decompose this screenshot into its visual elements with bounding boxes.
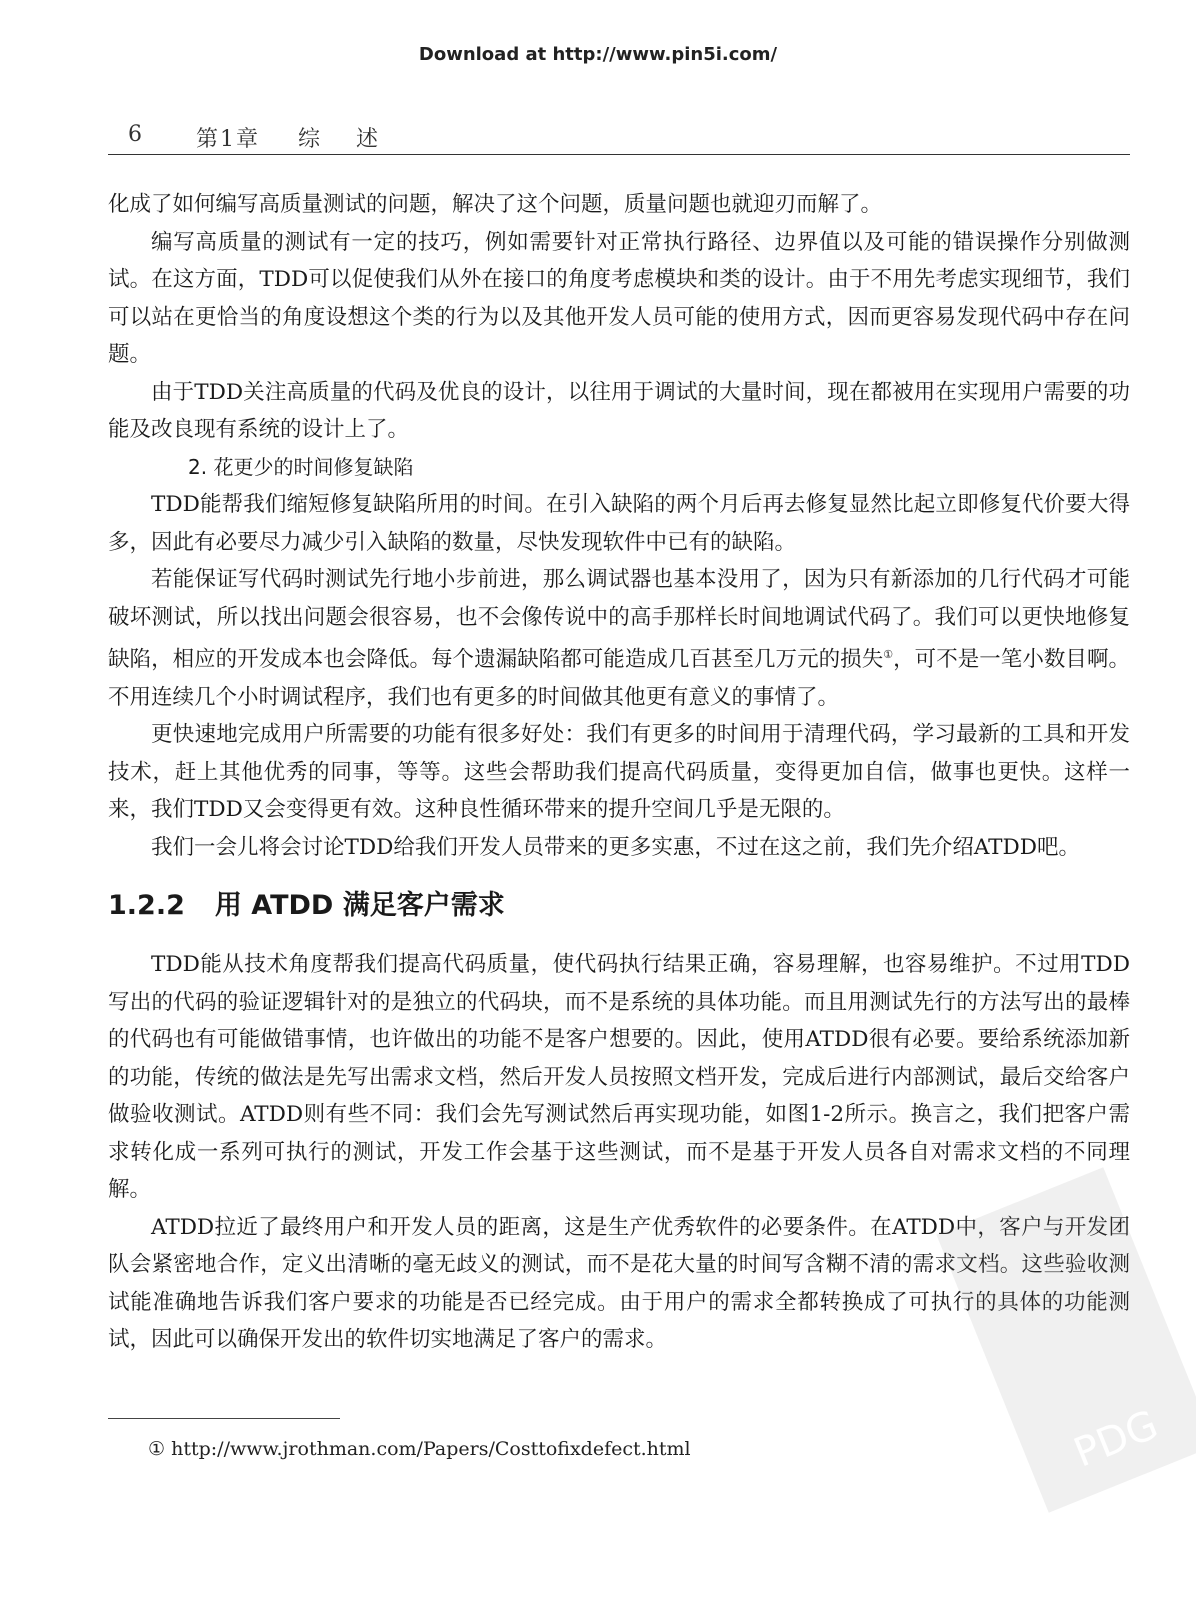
footnote-link[interactable]: http://www.jrothman.com/Papers/Costtofixdefect.html (171, 1438, 691, 1460)
section-title: 用 ATDD 满足客户需求 (214, 890, 505, 922)
paragraph-text: 若能保证写代码时测试先行地小步前进，那么调试器也基本没用了，因为只有新添加的几行代码才可能破坏测试，所以找出问题会很容易，也不会像传说中的高手那样长时间地调试代码了。我们可以更快地修复缺陷，相应的开发成本也会降低。每个遗漏缺陷都可能造成几百甚至几万元的损失 (108, 567, 1130, 673)
paragraph: 化成了如何编写高质量测试的问题，解决了这个问题，质量问题也就迎刃而解了。 (108, 192, 883, 217)
paragraph: TDD能帮我们缩短修复缺陷所用的时间。在引入缺陷的两个月后再去修复显然比起立即修复代价要大得多，因此有必要尽力减少引入缺陷的数量，尽快发现软件中已有的缺陷。 (108, 492, 1130, 555)
page-header (108, 118, 1130, 155)
footnote-divider (108, 1418, 340, 1419)
paragraph: 由于TDD关注高质量的代码及优良的设计，以往用于调试的大量时间，现在都被用在实现用户需要的功能及改良现有系统的设计上了。 (108, 379, 1130, 442)
paragraph: TDD能从技术角度帮我们提高代码质量，使代码执行结果正确，容易理解，也容易维护。不过用TDD写出的代码的验证逻辑针对的是独立的代码块，而不是系统的具体功能。而且用测试先行的方法写出的最棒的代码也有可能做错事情，也许做出的功能不是客户想要的。因此，使用ATDD很有必要。要给系统添加新的功能，传统的做法是先写出需求文档，然后开发人员按照文档开发，完成后进行内部测试，最后交给客户做验收测试。ATDD则有些不同：我们会先写测试然后再实现功能，如图1-2所示。换言之，我们把客户需求转化成一系列可执行的测试，开发工作会基于这些测试，而不是基于开发人员各自对需求文档的不同理解。 (108, 952, 1130, 1203)
paragraph: 我们一会儿将会讨论TDD给我们开发人员带来的更多实惠，不过在这之前，我们先介绍ATDD吧。 (151, 834, 1080, 860)
footnote-marker: ① (148, 1438, 166, 1460)
chapter-label: 第1章 (196, 127, 260, 152)
watermark-text: PDG (1067, 1401, 1165, 1477)
page-body (108, 186, 1130, 1359)
paragraph: ATDD拉近了最终用户和开发人员的距离，这是生产优秀软件的必要条件。在ATDD中，客户与开发团队会紧密地合作，定义出清晰的毫无歧义的测试，而不是花大量的时间写含糊不清的需求文档。这些验收测试能准确地告诉我们客户要求的功能是否已经完成。由于用户的需求全都转换成了可执行的具体的功能测试，因此可以确保开发出的软件切实地满足了客户的需求。 (108, 1214, 1130, 1353)
section-heading (108, 884, 1130, 928)
page-number: 6 (128, 122, 142, 147)
section-number: 1.2.2 (108, 890, 185, 922)
footnote-ref[interactable]: ① (883, 648, 894, 661)
paragraph-text: ，可不是一笔小数目啊。不用连续几个小时调试程序，我们也有更多的时间做其他更有意义的事情了。 (108, 647, 1130, 710)
chapter-title: 综述 (298, 127, 415, 152)
paragraph: 更快速地完成用户所需要的功能有很多好处：我们有更多的时间用于清理代码，学习最新的工具和开发技术，赶上其他优秀的同事，等等。这些会帮助我们提高代码质量，变得更加自信，做事也更快。这样一来，我们TDD又会变得更有效。这种良性循环带来的提升空间几乎是无限的。 (108, 722, 1130, 823)
subheading: 2. 花更少的时间修复缺陷 (188, 454, 414, 479)
paragraph (108, 561, 1130, 716)
footnote (148, 1438, 691, 1460)
download-banner: Download at http://www.pin5i.com/ (418, 44, 778, 65)
paragraph: 编写高质量的测试有一定的技巧，例如需要针对正常执行路径、边界值以及可能的错误操作分别做测试。在这方面，TDD可以促使我们从外在接口的角度考虑模块和类的设计。由于不用先考虑实现细节，我们可以站在更恰当的角度设想这个类的行为以及其他开发人员可能的使用方式，因而更容易发现代码中存在问题。 (108, 229, 1130, 367)
